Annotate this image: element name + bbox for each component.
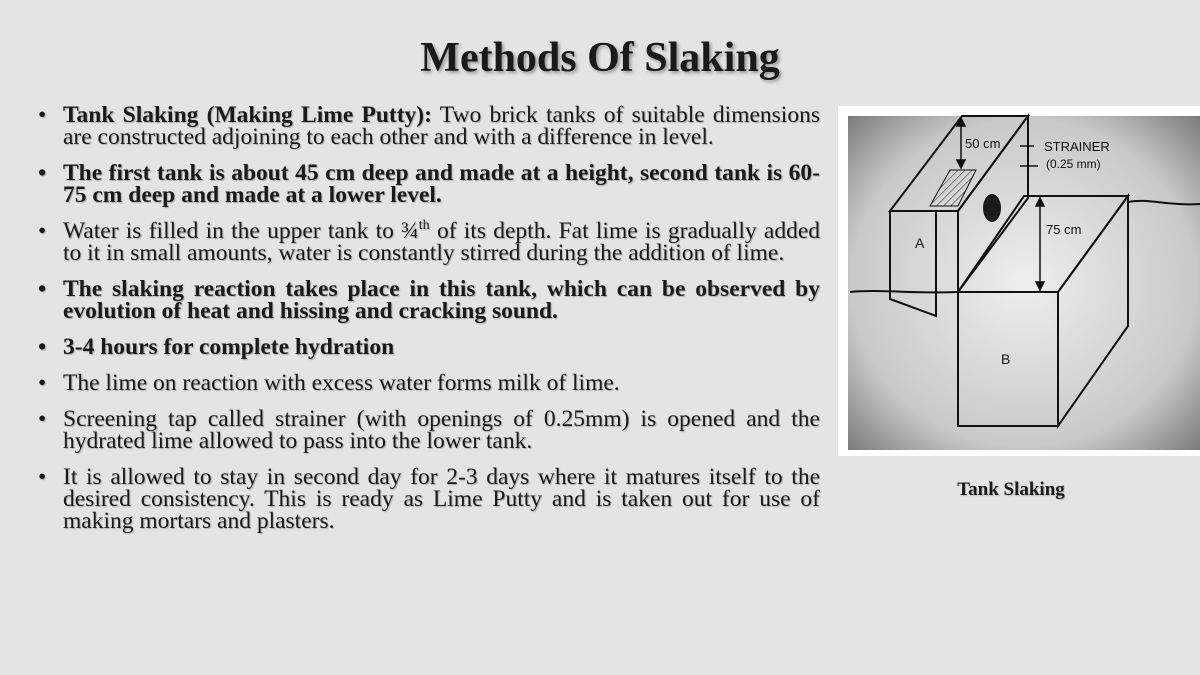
bullet-dot: • [38,370,47,396]
bullet-dot: • [38,276,47,302]
label-tank-a: A [915,235,925,251]
bullet-text: The lime on reaction with excess water forms milk of lime. [63,370,620,396]
bullet-item [38,162,820,206]
bullet-text: The slaking reaction takes place in this tank, which can be observed by evolution of heat and hissing and cracking sound. [63,276,820,324]
bullet-text: Screening tap called strainer (with openings of 0.25mm) is opened and the hydrated lime allowed to pass into the lower tank. [63,406,820,454]
bullet-text: The first tank is about 45 cm deep and made at a height, second tank is 60-75 cm deep and made at a lower level. [63,160,820,208]
bullet-text: 3-4 hours for complete hydration [63,334,395,360]
tank-diagram [838,106,1200,456]
bullet-item [38,408,820,452]
bullet-dot: • [38,218,47,244]
strainer-icon [983,194,1001,222]
bullet-item [38,278,820,322]
slide-title: Methods Of Slaking [420,35,780,81]
bullet-lead: Tank Slaking (Making Lime Putty): [63,102,432,128]
figure-caption: Tank Slaking [957,479,1065,500]
label-depth-a: 50 cm [965,136,1001,151]
bullet-dot: • [38,334,47,360]
bullet-text: Water is filled in the upper tank to ¾ [63,218,419,244]
label-tank-b: B [1001,351,1011,367]
tank-slaking-figure [838,106,1200,456]
bullet-dot: • [38,406,47,432]
bullet-list [38,104,820,546]
bullet-dot: • [38,102,47,128]
bullet-text: of its depth. Fat lime is gradually added to it in small amounts, water is constantly stirred during the addition of lime. [63,218,820,266]
label-strainer-size: (0.25 mm) [1046,157,1101,171]
superscript: th [418,218,430,234]
bullet-dot: • [38,160,47,186]
bullet-item [38,466,820,532]
label-depth-b: 75 cm [1046,222,1082,237]
bullet-text: It is allowed to stay in second day for 2-3 days where it matures itself to the desired consistency. This is ready as Lime Putty and is taken out for use of making mortars and plasters. [63,464,820,534]
bullet-text: Two brick tanks of suitable dimensions are constructed adjoining to each other and with a difference in level. [63,102,820,150]
label-strainer: STRAINER [1044,139,1110,154]
bullet-item [38,372,820,394]
bullet-item [38,336,820,358]
bullet-item [38,104,820,148]
bullet-dot: • [38,464,47,490]
bullet-item [38,220,820,264]
